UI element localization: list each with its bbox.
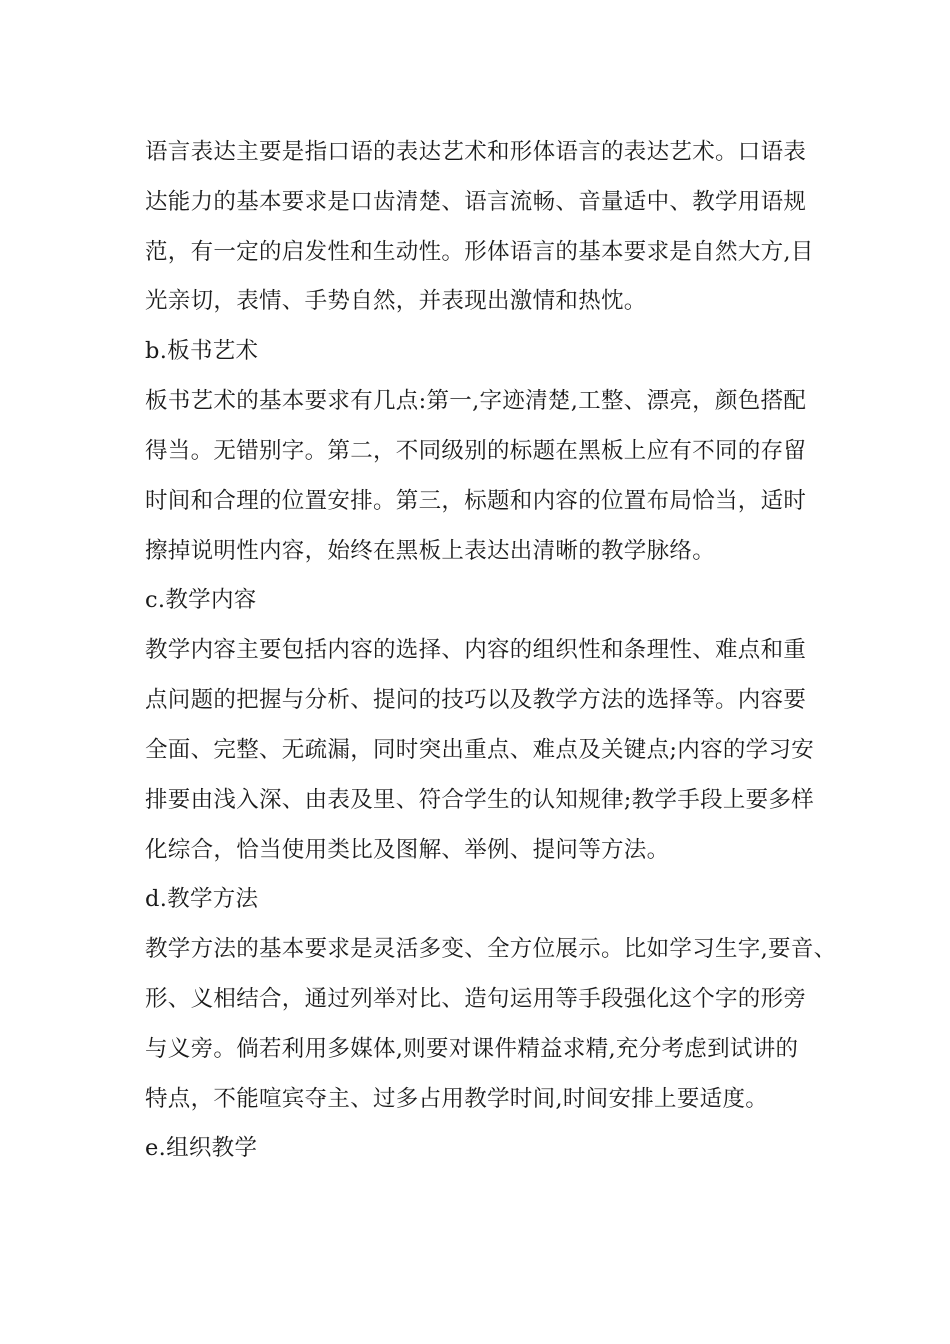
paragraph-line: 范，有一定的启发性和生动性。形体语言的基本要求是自然大方,目 — [145, 239, 814, 265]
paragraph-line: 时间和合理的位置安排。第三，标题和内容的位置布局恰当，适时 — [145, 488, 807, 514]
paragraph-line: 板书艺术的基本要求有几点:第一,字迹清楚,工整、漂亮，颜色搭配 — [145, 388, 807, 414]
paragraph-line: 点问题的把握与分析、提问的技巧以及教学方法的选择等。内容要 — [145, 687, 807, 713]
section-heading: b.板书艺术 — [145, 338, 259, 364]
paragraph-line: 特点，不能喧宾夺主、过多占用教学时间,时间安排上要适度。 — [145, 1086, 769, 1112]
paragraph-line: 化综合，恰当使用类比及图解、举例、提问等方法。 — [145, 837, 670, 863]
paragraph-line: 与义旁。倘若利用多媒体,则要对课件精益求精,充分考虑到试讲的 — [145, 1036, 799, 1062]
paragraph-line: 光亲切，表情、手势自然，并表现出激情和热忱。 — [145, 288, 647, 314]
paragraph-line: 达能力的基本要求是口齿清楚、语言流畅、音量适中、教学用语规 — [145, 189, 807, 215]
paragraph-line: 形、义相结合，通过列举对比、造句运用等手段强化这个字的形旁 — [145, 986, 807, 1012]
paragraph-line: 全面、完整、无疏漏，同时突出重点、难点及关键点;内容的学习安 — [145, 737, 815, 763]
section-heading: e.组织教学 — [145, 1135, 258, 1161]
paragraph-line: 排要由浅入深、由表及里、符合学生的认知规律;教学手段上要多样 — [145, 787, 815, 813]
paragraph-line: 擦掉说明性内容，始终在黑板上表达出清晰的教学脉络。 — [145, 538, 716, 564]
paragraph-line: 语言表达主要是指口语的表达艺术和形体语言的表达艺术。口语表 — [145, 139, 807, 165]
section-heading: d.教学方法 — [145, 886, 259, 912]
section-heading: c.教学内容 — [145, 587, 257, 613]
paragraph-line: 教学方法的基本要求是灵活多变、全方位展示。比如学习生字,要音、 — [145, 936, 837, 962]
paragraph-line: 教学内容主要包括内容的选择、内容的组织性和条理性、难点和重 — [145, 637, 807, 663]
paragraph-line: 得当。无错别字。第二，不同级别的标题在黑板上应有不同的存留 — [145, 438, 807, 464]
